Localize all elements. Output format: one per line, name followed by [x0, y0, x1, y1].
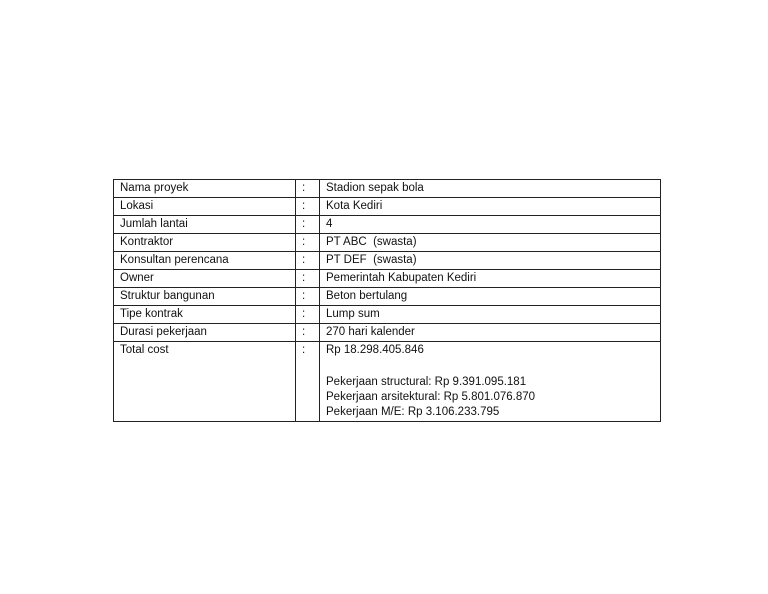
row-label: Kontraktor — [114, 234, 296, 252]
row-separator: : — [296, 198, 320, 216]
cost-breakdown-architectural: Pekerjaan arsitektural: Rp 5.801.076.870 — [326, 391, 536, 403]
row-separator: : — [296, 216, 320, 234]
row-label: Owner — [114, 270, 296, 288]
project-info-table — [113, 179, 661, 422]
table-row — [114, 252, 661, 270]
row-separator: : — [296, 234, 320, 252]
row-separator: : — [296, 180, 320, 198]
table-row — [114, 324, 661, 342]
row-separator: : — [296, 324, 320, 342]
row-label: Nama proyek — [114, 180, 296, 198]
blank-line — [326, 358, 654, 375]
row-label: Lokasi — [114, 198, 296, 216]
cost-breakdown-structural: Pekerjaan structural: Rp 9.391.095.181 — [326, 376, 527, 388]
row-separator: : — [296, 306, 320, 324]
row-label: Jumlah lantai — [114, 216, 296, 234]
table-row — [114, 198, 661, 216]
row-value: PT DEF (swasta) — [320, 252, 661, 270]
total-cost-row — [114, 342, 661, 422]
row-value: 270 hari kalender — [320, 324, 661, 342]
row-separator: : — [296, 252, 320, 270]
row-value: Stadion sepak bola — [320, 180, 661, 198]
row-label: Tipe kontrak — [114, 306, 296, 324]
row-separator: : — [296, 270, 320, 288]
row-label: Konsultan perencana — [114, 252, 296, 270]
table-row — [114, 270, 661, 288]
total-cost-value: Rp 18.298.405.846 — [326, 344, 424, 356]
row-separator: : — [296, 288, 320, 306]
row-value: Lump sum — [320, 306, 661, 324]
total-cost-label: Total cost — [114, 342, 296, 422]
row-label: Struktur bangunan — [114, 288, 296, 306]
row-value: PT ABC (swasta) — [320, 234, 661, 252]
table-row — [114, 216, 661, 234]
row-value: Kota Kediri — [320, 198, 661, 216]
row-label: Durasi pekerjaan — [114, 324, 296, 342]
table-row — [114, 306, 661, 324]
row-value: Pemerintah Kabupaten Kediri — [320, 270, 661, 288]
row-separator: : — [296, 342, 320, 422]
row-value: Beton bertulang — [320, 288, 661, 306]
row-value: 4 — [320, 216, 661, 234]
table-row — [114, 180, 661, 198]
cost-breakdown-me: Pekerjaan M/E: Rp 3.106.233.795 — [326, 406, 500, 418]
table-row — [114, 234, 661, 252]
table-row — [114, 288, 661, 306]
total-cost-cell — [320, 342, 661, 422]
